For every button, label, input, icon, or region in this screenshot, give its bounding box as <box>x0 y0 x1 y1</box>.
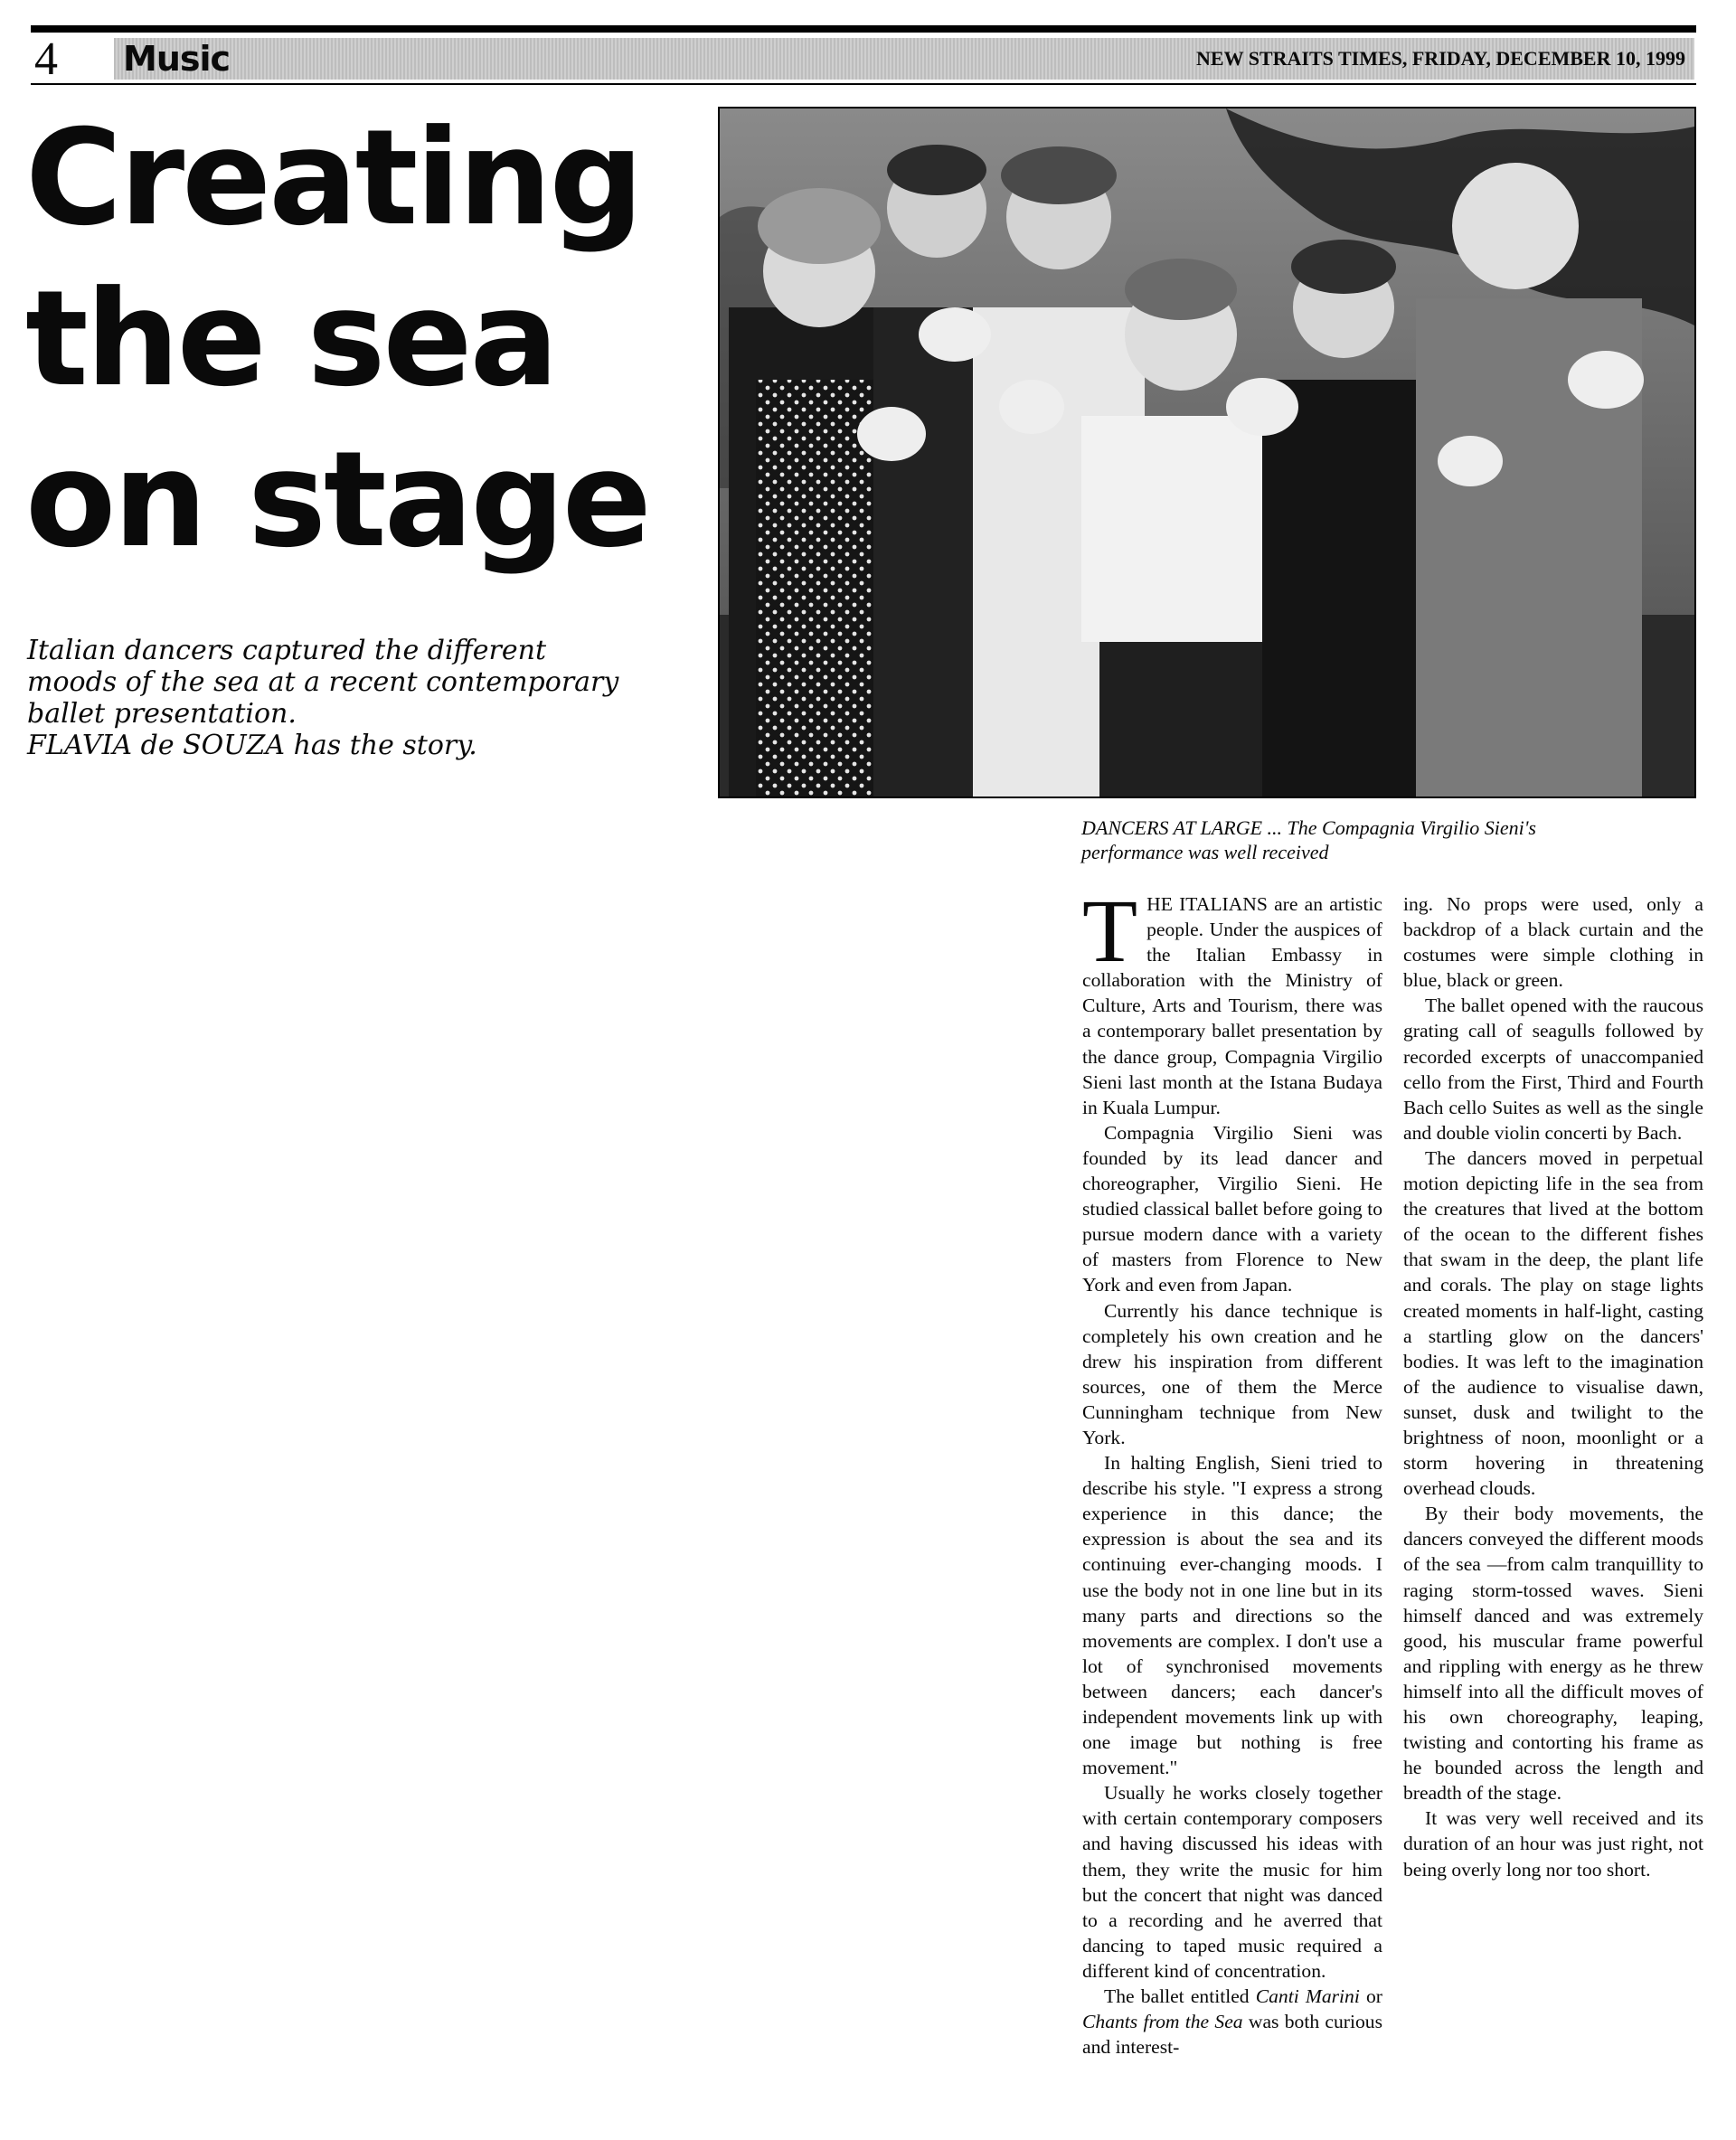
ballet-title-english: Chants from the Sea <box>1082 2011 1243 2033</box>
standfirst <box>27 635 696 761</box>
headline <box>25 98 712 580</box>
ballet-title: Canti Marini <box>1255 1985 1360 2008</box>
article-paragraph <box>1082 1984 1382 2060</box>
headline-line: Creating <box>25 101 641 255</box>
top-rule <box>31 25 1696 33</box>
section-label: Music <box>123 39 231 79</box>
article-paragraph: Compagnia Virgilio Sieni was founded by its lead dancer and choreographer, Virgilio Sieni. He studied classical ballet before going to pursue modern dance with a variety of masters from Florence to New York and even from Japan. <box>1082 1121 1382 1296</box>
article-paragraph: ing. No props were used, only a backdrop of a black curtain and the costumes were simple clothing in blue, black or green. <box>1403 893 1703 992</box>
headline-line: the sea <box>25 262 557 416</box>
page-number: 4 <box>34 33 58 85</box>
paragraph-text: The ballet entitled <box>1104 1985 1256 2008</box>
paragraph-text: was both curious and interest- <box>1082 2011 1382 2059</box>
standfirst-line: ballet presentation. <box>27 698 297 730</box>
dateline: NEW STRAITS TIMES, FRIDAY, DECEMBER 10, 1999 <box>1196 47 1685 70</box>
article-paragraph: Usually he works closely together with certain contemporary composers and having discussed his ideas with them, they write the music for him but the concert that night was danced to a recording and he averred that dancing to taped music required a different kind of concentration. <box>1082 1782 1382 1982</box>
article-column-2 <box>1403 891 1703 1882</box>
paragraph-text: HE ITALIANS are an artistic people. Under the auspices of the Italian Embassy in collaboration with the Ministry of Culture, Arts and Tourism, there was a contemporary ballet presentation by the dance group, Compagnia Virgilio Sieni last month at the Istana Budaya in Kuala Lumpur. <box>1082 893 1382 1118</box>
standfirst-line: moods of the sea at a recent contemporary <box>27 666 619 698</box>
article-paragraph <box>1082 881 1382 1120</box>
dancers-photo <box>718 107 1696 798</box>
article-paragraph: The ballet opened with the raucous grating call of seagulls followed by recorded excerpts of unaccompanied cello from the First, Third and Fourth Bach cello Suites as well as the single and double violin concerti by Bach. <box>1403 995 1703 1144</box>
photo-caption <box>1081 815 1696 864</box>
masthead-bar <box>31 34 1696 85</box>
article-paragraph: The dancers moved in perpetual motion depicting life in the sea from the creatures that lived at the bottom of the ocean to the different fishes that swam in the deep, the plant life and corals. The play on stage lights created moments in half-light, casting a startling glow on the dancers' bodies. It was left to the imagination of the audience to visualise dawn, sunset, dusk and twilight to the brightness of noon, moonlight or a storm hovering in threatening overhead clouds. <box>1403 1146 1703 1500</box>
article-paragraph: It was very well received and its duration of an hour was just right, not being overly long nor too short. <box>1403 1807 1703 1881</box>
article-paragraph: By their body movements, the dancers conveyed the different moods of the sea —from calm tranquillity to raging storm-tossed waves. Sieni himself danced and was extremely good, his muscular frame powerful and rippling with energy as he threw himself into all the difficult moves of his own choreography, leaping, twisting and contorting his frame as he bounded across the length and breadth of the stage. <box>1403 1503 1703 1805</box>
caption-line: DANCERS AT LARGE ... The Compagnia Virgilio Sieni's <box>1081 816 1536 839</box>
standfirst-line: FLAVIA de SOUZA has the story. <box>27 730 477 761</box>
headline-line: on stage <box>25 423 649 577</box>
paragraph-text: or <box>1359 1985 1382 2008</box>
article-paragraph: In halting English, Sieni tried to describe his style. "I express a strong experience in this dance; the expression is about the sea and its continuing ever-changing moods. I use the body not in one line but in its many parts and directions so the movements are complex. I don't use a lot of synchronised movements between dancers; each dancer's independent movements link up with one image but nothing is free movement." <box>1082 1452 1382 1779</box>
article-column-1 <box>1082 881 1382 2060</box>
caption-line: performance was well received <box>1081 841 1329 863</box>
dancers-photo-illustration <box>720 108 1694 797</box>
article-paragraph: Currently his dance technique is completely his own creation and he drew his inspiration from different sources, one of them the Merce Cunningham technique from New York. <box>1082 1299 1382 1448</box>
drop-cap: T <box>1082 881 1138 981</box>
standfirst-line: Italian dancers captured the different <box>27 635 547 666</box>
